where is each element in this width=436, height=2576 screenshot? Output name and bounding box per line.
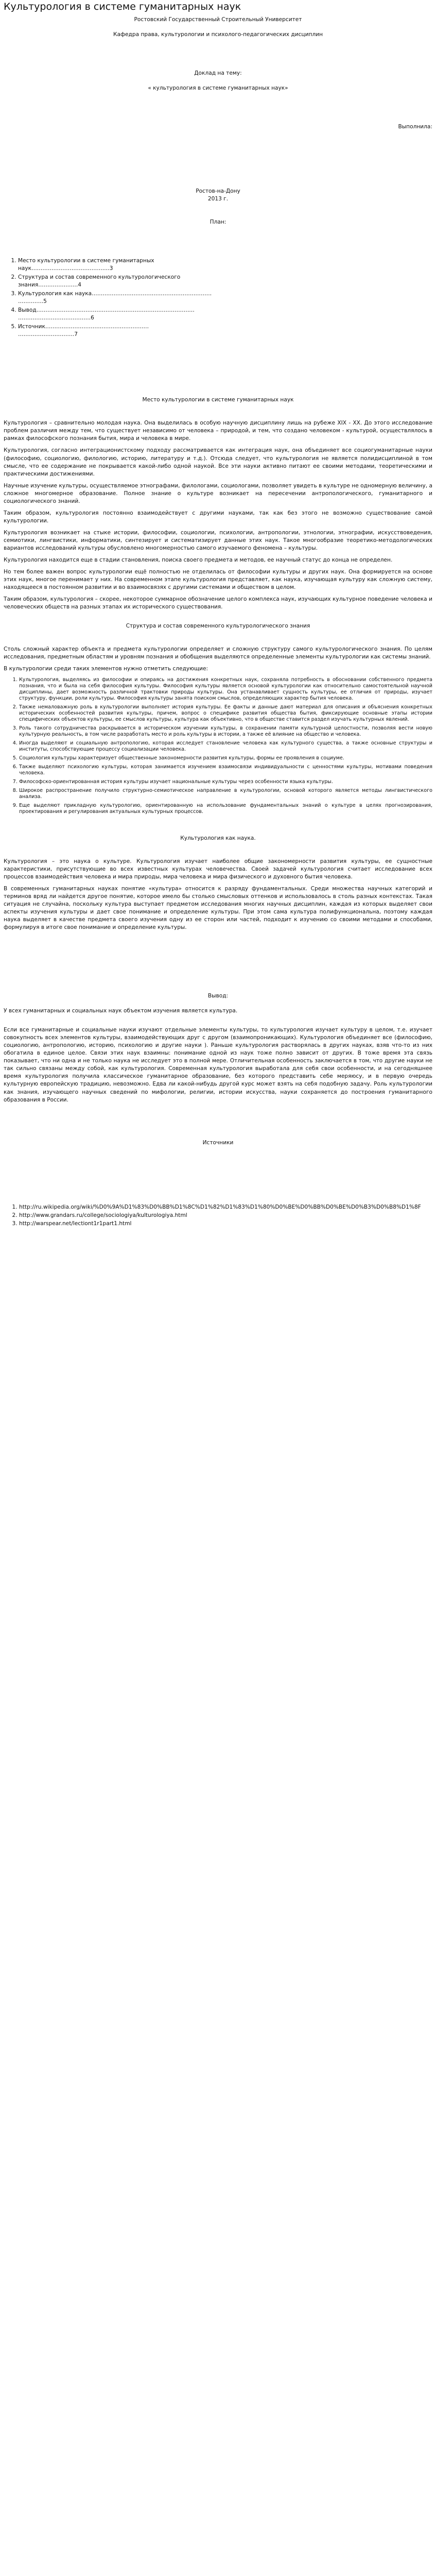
toc-item: 5. Источник………………………………………………… ………………………….7 [18,323,432,338]
sources-list [4,1204,432,1228]
section-title: Вывод: [207,993,229,999]
paragraph: Культурология – сравнительно молодая наука. Она выделилась в особую научную дисциплину лишь на рубеже XIX - XX. До этого исследование проблем различия между тем, что существует независимо от человека – природой, и тем, что создано человеком - культурой, осуществлялось в рамках философского познания бытия, мира и человека в мире. [4,420,432,442]
city: Ростов-на-Дону [196,188,240,194]
table-of-contents [4,257,432,338]
list-item: 3. Роль такого сотрудничества раскрывается в историческом изучении культуры, в сохранении памяти культурной целостности, позволяя вести новую культурную реальность, в том числе разработать место и роль культуры в истории, а также её влияние на общество и человека. [19,725,432,738]
section-title: Место культурологии в системе гуманитарных наук [142,397,294,403]
list-item: 8. Широкое распространение получило структурно-семиотическое направление в культурологии, основой которого является методы лингвистического анализа. [19,788,432,800]
university-name: Ростовский Государственный Строительный Университет [134,16,302,23]
source-link[interactable]: 3. http://warspear.net/lectiont1r1part1.html [19,1220,432,1228]
toc-item: 1. Место культурологии в системе гуманитарных наук……………………………….……3 [18,257,432,273]
document-page [0,1,436,1228]
list-item: 9. Еще выделяют прикладную культурологию, ориентированную на использование фундаментальных знаний о культуре в целях прогнозирования, проектирования и регулирования актуальных культурных процессов. [19,803,432,815]
source-link[interactable]: 2. http://www.grandars.ru/college/sociologiya/kulturologiya.html [19,1212,432,1219]
paragraph: Таким образом, культурология – скорее, некоторое суммарное обозначение целого комплекса наук, изучающих культурное поведение человека и человеческих обществ на разных этапах их исторического существования. [4,596,432,611]
list-item: 2. Также немаловажную роль в культурологии выполняет история культуры. Ее факты и данные дают материал для описания и объяснения конкретных исторических особенностей развития культуры, причем, вопрос о специфике развития общества бытия, фиксирующие основные этапы истории специфических объектов культуры, ее смыслов культуры, культура как объективно, что в обществе ставится раздел изучать культурных явлений. [19,704,432,723]
paragraph: Но тем более важен вопрос культурологии ещё полностью не отделилась от философии культуры и других наук. Она формируется на основе этих наук, многое перенимает у них. На современном этапе культурология представляет, как наука, изучающая культуру как сложную систему, находящееся в постоянном развитии и во взаимосвязях с другими системами и обществом в целом. [4,568,432,590]
paragraph: В современных гуманитарных науках понятие «культура» относится к разряду фундаментальных. Среди множества научных категорий и терминов вряд ли найдется другое понятие, которое имело бы столько смысловых оттенков и использовалось в столь разных контекстах. Такая ситуация не случайна, поскольку культура выступает предметом исследования многих научных дисциплин, каждая из которых выделяет свои аспекты изучения культуры и дает свое понимание и определение культуры. При этом сама культура полифункциональна, поэтому каждая наука выделяет в качестве предмета своего изучения одну из ее сторон или частей, подходит к изучению со своими методами и способами, формулируя в итоге свое понимание и определение культуры. [4,886,432,931]
paragraph: Столь сложный характер объекта и предмета культурологии определяет и сложную структуру самого культурологического знания. По целям исследования, предметным областям и уровням познания и обобщения выделяются определенные элементы культурологии как системы знаний. [4,646,432,660]
document-title: Культурология в системе гуманитарных наук [4,1,241,12]
toc-item: 4. Вывод…………………………………………………………………………… ………………………………….6 [18,307,432,322]
section-title: Структура и состав современного культурологического знания [126,623,310,630]
paragraph: Культурология, согласно интеграционистскому подходу рассматривается как интеграция наук, она объединяет все социогуманитарные науки (философию, социологию, филологию, историю, литературу и т.д.). Отсюда следует, что культурология не является полидисциплиной в том смысле, что ее содержание не покрывается какой-либо одной наукой. Все эти науки активно питают ее своими методами, теоретическими и практическими достижениями. [4,447,432,477]
paragraph: Культурология возникает на стыке истории, философии, социологии, психологии, антропологии, этнологии, этнографии, искусствоведения, семиотики, лингвистики, информатики, синтезирует и систематизирует данные этих наук. Такое многообразие теоретико-методологических вариантов исследований культуры обусловлено многомерностью самого изучаемого феномена – культуры. [4,529,432,551]
department-name: Кафедра права, культурологии и психолого-педагогических дисциплин [113,31,323,38]
list-item: 7. Философско-ориентированная история культуры изучает национальные культуры через особенности языка культуры. [19,779,432,785]
report-topic: « культурология в системе гуманитарных наук» [148,84,288,91]
list-item: 6. Также выделяют психологию культуры, которая занимается изучением взаимосвязи индивидуальности с ценностями культуры, мотивами поведения человека. [19,764,432,776]
source-link[interactable]: 1. http://ru.wikipedia.org/wiki/%D0%9A%D1%83%D0%BB%D1%8C%D1%82%D1%83%D1%80%D0%BE%D0%BB%D0%BE%D0%B3%D0%B8%D1%8F [19,1204,432,1211]
list-item: 5. Социология культуры характеризует общественные закономерности развития культуры, формы ее проявления в социуме. [19,755,432,761]
culturology-elements-list [4,677,432,815]
plan-label: План: [210,219,226,226]
paragraph: Культурология – это наука о культуре. Культурология изучает наиболее общие закономерности развития культуры, ее сущностные характеристики, присутствующие во всех известных культурах человечества. Своей задачей культурология считает исследование всех процессов взаимодействия человека и мира природы, мира человека и мира физического и духовного бытия человека. [4,858,432,880]
list-item: 1. Культурология, выделяясь из философии и опираясь на достижения конкретных наук, сохраняла потребность в обосновании собственного предмета познания, что и была на себя философия культуры. Философия культуры является основой культурологии как относительно самостоятельной научной дисциплины, дает возможность различной трактовки природы культуры. Она устанавливает сущность культуры, ее отличия от природы, изучает структуру, функции, роли культуры. Философия культуры занята поиском смыслов, определяющих характер бытия человека. [19,677,432,702]
list-label: В культурологии среди таких элементов нужно отметить следующие: [4,666,208,672]
year: 2013 г. [207,195,229,202]
paragraph: У всех гуманитарных и социальных наук объектом изучения является культура. [4,1008,238,1014]
toc-item: 2. Структура и состав современного культурологического знания……………..…..4 [18,274,432,289]
paragraph: Таким образом, культурология постоянно взаимодействует с другими науками, так как без этого не возможно существование самой культурологии. [4,510,432,524]
performed-by-label: Выполнила: [398,123,432,130]
paragraph: Научные изучение культуры, осуществляемое этнографами, филологами, социологами, позволяет увидеть в культуре не одномерную величину, а сложное многомерное образование. Полное знание о культуре возникает на пересечении антропологического, гуманитарного и социологического знаний. [4,482,433,504]
report-label: Доклад на тему: [194,70,242,76]
paragraph: Культурология находится еще в стадии становления, поиска своего предмета и методов, ее научный статус до конца не определен. [4,556,393,563]
paragraph: Если все гуманитарные и социальные науки изучают отдельные элементы культуры, то культурология изучает культуру в целом, т.е. изучает совокупность всех элементов культуры, взаимодействующих друг с другом (взаимопроникающих). Культурология объединяет все (философию, социологию, антропологию, историю, психологию и другие науки ). Раньше культурология растворялась в других науках, взяв что-то из них обогатила в единое целое. Связи этих наук взаимны: понимание одной из наук тоже полно зависит от других. В тоже время эта связь показывает, что ни одна и не только наука не исследует это в полной мере. Отличительная особенность заключается в том, что другие науки не так сильно связаны между собой, как культурология. Современная культурология выработала для себя свои особенности, и на сегодняшнее время культурология получила классическое гуманитарное образование, без которого представить себе меряюсу, и в первую очередь культурную европейскую традицию, невозможно. Едва ли какой-нибудь другой курс может взять на себя подобную задачу. Роль культурологии как знания, изучающего научных сведений по мифологии, религии, истории искусства, науки сохраняется до построения гуманитарного образования в России. [4,1027,432,1103]
section-title: Культурология как наука. [180,835,256,841]
section-title: Источники [202,1139,234,1146]
list-item: 4. Иногда выделяют и социальную антропологию, которая исследует становление человека как культурного существа, а также основные структуры и институты, способствующие процессу социализации человека. [19,740,432,753]
toc-item: 3. Культурология как наука………………………………………………………… …………..5 [18,290,432,306]
